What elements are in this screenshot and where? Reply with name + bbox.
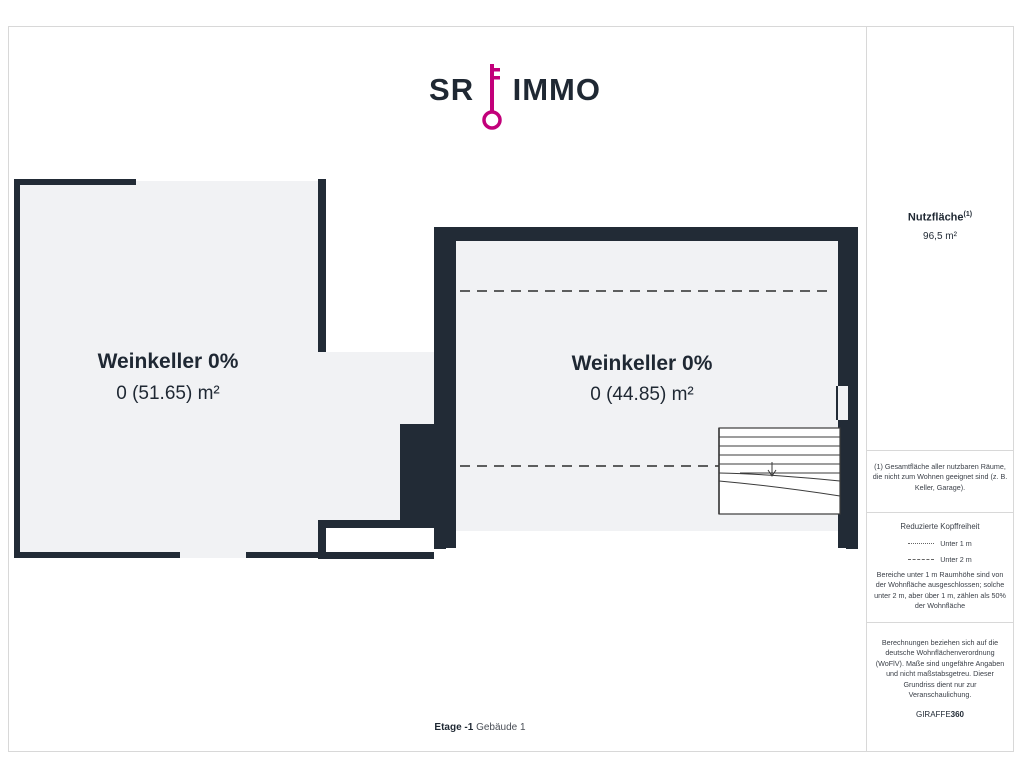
room-area-0: 0 (51.65) m²: [116, 383, 220, 404]
logo-text-left: SR: [429, 72, 475, 107]
footer: [300, 722, 660, 733]
room-area-1: 0 (44.85) m²: [590, 384, 694, 405]
panel-divider-1: [866, 450, 1014, 451]
footnote-1: (1) Gesamtfläche aller nutzbaren Räume, die nicht zum Wohnen geeignet sind (z. B. Keller, Garage).: [872, 462, 1008, 492]
legend-item-under-2m: [872, 555, 1008, 564]
brand-suffix: 360: [950, 710, 965, 719]
legend-label-0: Unter 1 m: [940, 539, 972, 548]
usable-area-label-sup: (1): [963, 211, 973, 218]
logo-text-right: IMMO: [512, 72, 601, 107]
disclaimer: Berechnungen beziehen sich auf die deutsche Wohnflächenverordnung (WoFlV). Maße sind ungefähre Angaben und nicht maßstabsgetreu. Dieser Grundriss dient nur zur Veranschaulichung.: [875, 638, 1005, 700]
panel-divider-3: [866, 622, 1014, 623]
dotted-line-icon: [908, 543, 934, 544]
legend-title: Reduzierte Kopffreiheit: [900, 522, 980, 531]
legend-note: Bereiche unter 1 m Raumhöhe sind von der Wohnfläche ausgeschlossen; solche unter 2 m, aber über 1 m, zählen als 50% der Wohnfläche: [874, 570, 1006, 611]
room-name-0: Weinkeller 0%: [97, 350, 239, 373]
legend-item-under-1m: [872, 539, 1008, 548]
dashed-line-icon: [908, 559, 934, 560]
brand-prefix: GIRAFFE: [915, 710, 951, 719]
usable-area-label: [866, 211, 1014, 224]
panel-divider-2: [866, 512, 1014, 513]
building-label: Gebäude 1: [476, 722, 526, 733]
floor-label: Etage -1: [434, 722, 474, 733]
room-name-1: Weinkeller 0%: [571, 352, 713, 375]
usable-area-value: 96,5 m²: [923, 231, 957, 242]
brand-watermark: [866, 710, 1014, 719]
usable-area-label-text: Nutzfläche: [907, 211, 964, 224]
legend-label-1: Unter 2 m: [940, 555, 972, 564]
